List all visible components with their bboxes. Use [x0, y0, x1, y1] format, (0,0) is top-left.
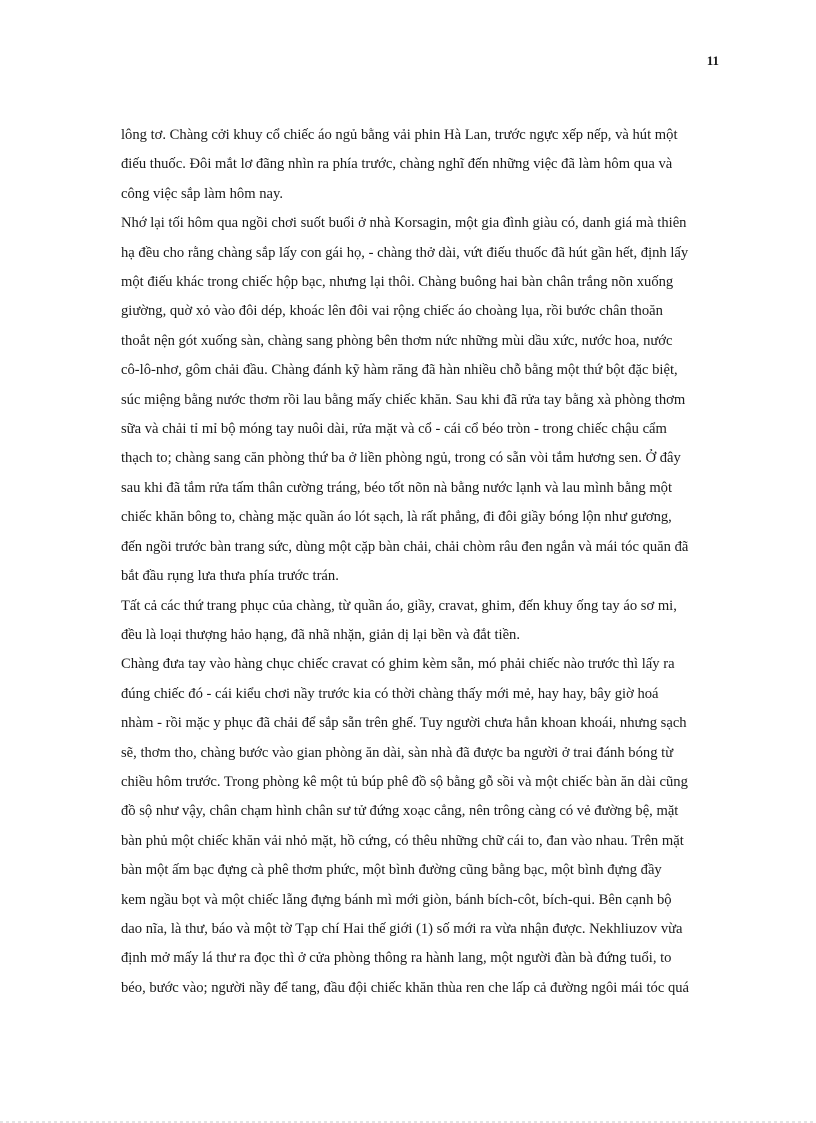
- text-line: sẽ, thơm tho, chàng bước vào gian phòng ăn dài, sàn nhà đã được ba người ở trai đánh bóng từ: [121, 744, 674, 761]
- text-line: một điếu khác trong chiếc hộp bạc, nhưng lại thôi. Chàng buông hai bàn chân trắng nõn xuống: [121, 274, 674, 291]
- text-line: Chàng đưa tay vào hàng chục chiếc cravat có ghim kèm sẵn, mó phải chiếc nào trước thì lấy ra: [121, 656, 675, 673]
- text-line: kem ngầu bọt và một chiếc lẵng đựng bánh mì mới giòn, bánh bích-côt, bích-qui. Bên cạnh bộ: [121, 891, 672, 908]
- text-line: đều là loại thượng hảo hạng, đã nhã nhặn, giản dị lại bền và đắt tiền.: [121, 626, 521, 643]
- document-body: [121, 121, 721, 1003]
- text-line: giường, quờ xỏ vào đôi dép, khoác lên đôi vai rộng chiếc áo choàng lụa, rồi bước chân thoăn: [121, 303, 663, 320]
- text-line: bàn một ấm bạc đựng cà phê thơm phức, một bình đường cũng bằng bạc, một bình đựng đầy: [121, 862, 662, 879]
- text-line: chiều hôm trước. Trong phòng kê một tủ búp phê đồ sộ bằng gỗ sồi và một chiếc bàn ăn dài cũng: [121, 773, 688, 790]
- text-line: lông tơ. Chàng cởi khuy cổ chiếc áo ngủ bằng vải phin Hà Lan, trước ngực xếp nếp, và hút một: [121, 127, 678, 143]
- text-line: thoắt nện gót xuống sàn, chàng sang phòng bên thơm nức những mùi dầu xức, nước hoa, nước: [121, 332, 673, 349]
- text-line: hạ đều cho rằng chàng sắp lấy con gái họ, - chàng thở dài, vứt điếu thuốc đã hút gần hết, định lấy: [121, 244, 689, 261]
- text-line: bàn phủ một chiếc khăn vải nhỏ mặt, hồ cứng, có thêu những chữ cái to, đan vào nhau. Trên mặt: [121, 832, 684, 849]
- page-number: 11: [706, 53, 719, 68]
- text-line: nhàm - rồi mặc y phục đã chải để sắp sẵn trên ghế. Tuy người chưa hẳn khoan khoái, nhưng sạch: [121, 715, 687, 732]
- text-line: Tất cả các thứ trang phục của chàng, từ quần áo, giầy, cravat, ghim, đến khuy ống tay áo sơ mi,: [121, 597, 677, 614]
- text-line: sau khi đã tắm rửa tấm thân cường tráng, béo tốt nõn nà bằng nước lạnh và lau mình bằng một: [121, 479, 673, 496]
- text-line: chiếc khăn bông to, chàng mặc quần áo lót sạch, là rất phẳng, đi đôi giầy bóng lộn như gương,: [121, 509, 672, 526]
- text-line: bắt đầu rụng lưa thưa phía trước trán.: [121, 568, 339, 585]
- text-line: súc miệng bằng nước thơm rồi lau bằng mấy chiếc khăn. Sau khi đã rửa tay bằng xà phòng thơm: [121, 391, 686, 408]
- text-line: đến ngồi trước bàn trang sức, dùng một cặp bàn chải, chải chòm râu đen ngắn và mái tóc quăn đã: [121, 538, 689, 555]
- text-line: điếu thuốc. Đôi mắt lơ đãng nhìn ra phía trước, chàng nghĩ đến những việc đã làm hôm qua và: [121, 156, 673, 173]
- text-line: định mở mấy lá thư ra đọc thì ở cửa phòng thông ra hành lang, một người đàn bà đứng tuổi, to: [121, 950, 672, 967]
- text-line: béo, bước vào; người nầy để tang, đầu đội chiếc khăn thùa ren che lấp cả đường ngôi mái tóc quá: [121, 979, 690, 996]
- text-line: thạch to; chàng sang căn phòng thứ ba ở liền phòng ngủ, trong có sẵn vòi tắm hương sen. Ở đây: [121, 450, 681, 467]
- text-line: đúng chiếc đó - cái kiểu chơi nầy trước kia có thời chàng thấy mới mẻ, hay hay, bây giờ hoá: [121, 685, 659, 702]
- text-line: đồ sộ như vậy, chân chạm hình chân sư tử đứng xoạc cẳng, nên trông càng có vẻ đường bệ, mặt: [121, 803, 679, 820]
- text-line: sữa và chải tỉ mỉ bộ móng tay nuôi dài, rửa mặt và cổ - cái cổ béo tròn - trong chiếc chậu cẩm: [121, 421, 667, 438]
- text-line: Nhớ lại tối hôm qua ngồi chơi suốt buổi ở nhà Korsagin, một gia đình giàu có, danh giá mà thiên: [121, 215, 687, 232]
- text-line: dao nĩa, là thư, báo và một tờ Tạp chí Hai thế giới (1) số mới ra vừa nhận được. Nekhliuzov vừa: [121, 920, 683, 937]
- text-line: công việc sắp làm hôm nay.: [121, 185, 283, 202]
- text-line: cô-lô-nhơ, gôm chải đầu. Chàng đánh kỹ hàm răng đã hàn nhiều chỗ bằng một thứ bột đặc biệt,: [121, 362, 678, 379]
